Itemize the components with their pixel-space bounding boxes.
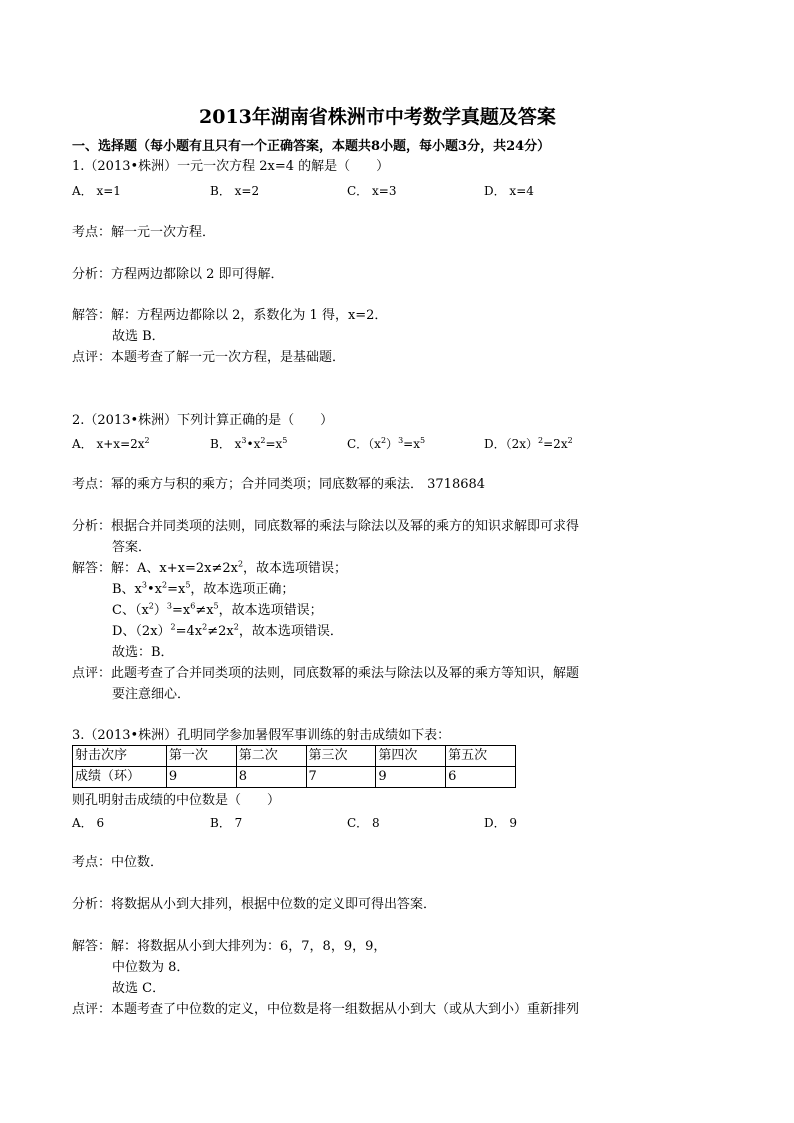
table-cell: 射击次序 [73,746,167,767]
q2-option-a: A． $x+x=2x^2$ [72,436,150,451]
q3-option-a: A． 6 [72,816,105,830]
table-cell: 第四次 [376,746,446,767]
q1-jieda-line2: 故选 B． [112,329,165,344]
q3-kaodian: 考点：中位数． [72,855,164,870]
section-header: 一、选择题（每小题有且只有一个正确答案，本题共8小题，每小题3分，共24分） [72,139,551,154]
table-cell: 6 [446,767,516,788]
q2-dianping-line1: 点评：此题考查了合并同类项的法则，同底数幂的乘法与除法以及幂的乘方等知识，解题 [72,666,580,681]
q1-stem: 1.（2013•株洲）一元一次方程 2x=4 的解是（ ） [72,159,390,174]
table-cell: 成绩（环） [73,767,167,788]
q2-dianping-line2: 要注意细心． [112,687,191,702]
table-row [73,767,516,788]
table-cell: 9 [166,767,236,788]
q2-jieda-b: B、$x^3•x^2=x^5$，故本选项正确； [112,580,295,597]
q3-fenxi: 分析：将数据从小到大排列，根据中位数的定义即可得出答案． [72,897,437,912]
q2-fenxi-line1: 分析：根据合并同类项的法则，同底数幂的乘法与除法以及幂的乘方的知识求解即可求得 [72,519,580,534]
table-cell: 8 [236,767,306,788]
table-cell: 第一次 [166,746,236,767]
table-cell: 7 [306,767,376,788]
q3-question: 则孔明射击成绩的中位数是（ ） [72,793,281,808]
q3-option-d: D． 9 [484,816,518,830]
q1-option-b: B． x=2 [210,184,260,198]
table-cell: 第三次 [306,746,376,767]
q2-option-d: D．$(2x)^2=2x^2$ [484,436,573,451]
q3-option-c: C． 8 [347,816,380,830]
q3-jieda-line2: 中位数为 8． [112,960,190,975]
q1-option-a: A． x=1 [72,184,121,198]
page-title: 2013年湖南省株洲市中考数学真题及答案 [199,106,556,128]
q1-dianping: 点评：本题考查了解一元一次方程，是基础题． [72,350,346,365]
q1-jieda-line1: 解答：解：方程两边都除以 2，系数化为 1 得，x=2． [72,308,388,323]
table-cell: 第二次 [236,746,306,767]
q2-option-b: B． $x^3•x^2=x^5$ [210,436,288,451]
q3-jieda-line1: 解答：解：将数据从小到大排列为：6，7，8，9，9， [72,939,387,954]
q1-option-c: C． x=3 [347,184,397,198]
q1-kaodian: 考点：解一元一次方程． [72,225,216,240]
q1-option-d: D． x=4 [484,184,534,198]
table-cell: 9 [376,767,446,788]
q2-jieda-end: 故选：B． [112,645,174,660]
table-cell: 第五次 [446,746,516,767]
q2-jieda-d: D、$(2x)^2=4x^2\ne 2x^2$，故本选项错误． [112,622,343,639]
q3-stem: 3.（2013•株洲）孔明同学参加暑假军事训练的射击成绩如下表： [72,728,451,743]
q3-dianping: 点评：本题考查了中位数的定义，中位数是将一组数据从小到大（或从大到小）重新排列 [72,1002,580,1017]
table-header-row [73,746,516,767]
q2-fenxi-line2: 答案． [112,540,152,555]
q2-jieda-a: 解答：解：A、$x+x=2x\ne 2x^2$，故本选项错误； [72,559,348,576]
q1-fenxi: 分析：方程两边都除以 2 即可得解． [72,267,284,282]
q2-stem: 2.（2013•株洲）下列计算正确的是（ ） [72,413,334,428]
q2-jieda-c: C、$(x^2)^3=x^6\ne x^5$，故本选项错误； [112,601,323,618]
q3-jieda-line3: 故选 C． [112,981,166,996]
q2-option-c: C．$(x^2)^3=x^5$ [347,436,426,451]
q3-option-b: B． 7 [210,816,243,830]
q2-kaodian: 考点：幂的乘方与积的乘方；合并同类项；同底数幂的乘法． 3718684 [72,477,486,492]
score-table [72,745,516,788]
